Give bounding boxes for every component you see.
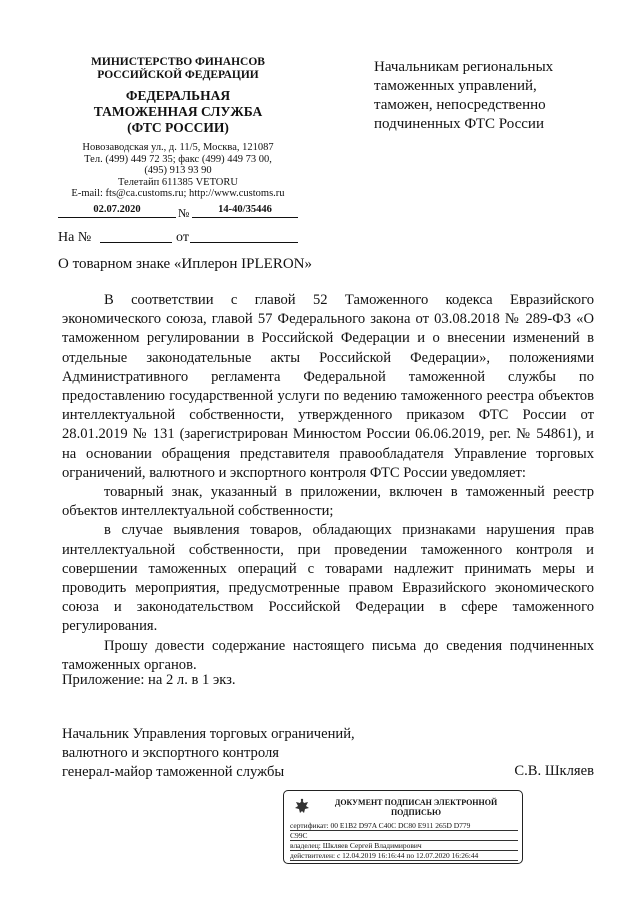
signatory-title-line-1: Начальник Управления торговых ограничений, [62, 726, 355, 742]
signatory-title-line-2: валютного и экспортного контроля [62, 745, 279, 762]
appendix-note: Приложение: на 2 л. в 1 экз. [62, 672, 236, 688]
addressee-line-4: подчиненных ФТС России [374, 116, 544, 132]
letterhead [58, 56, 298, 200]
signatory-title [62, 725, 422, 783]
stamp-title-line-1: ДОКУМЕНТ ПОДПИСАН ЭЛЕКТРОННОЙ [334, 798, 498, 807]
subject-line: О товарном знаке «Иплерон IPLERON» [58, 256, 313, 272]
signatory-name: С.В. Шкляев [514, 763, 594, 779]
signatory-title-line-3: генерал-майор таможенной службы [62, 764, 285, 781]
body-paragraph-3: в случае выявления товаров, обладающих признаками нарушения прав интеллектуальной собственности, при проведении таможенного контроля и совершении таможенных операций с товарами надлежит принимать меры и проводить мероприятия, предусмотренные правом Евразийского экономического союза и законодательством Российской Федерации в сфере таможенного регулирования. [62, 522, 594, 635]
ref-date-blank [190, 228, 298, 243]
addressee-line-2: таможенных управлений, [374, 78, 537, 94]
service-line-3: (ФТС РОССИИ) [127, 120, 229, 135]
address-line-1: Новозаводская ул., д. 11/5, Москва, 121087 [82, 142, 274, 153]
address-line-5: E-mail: fts@ca.customs.ru; http://www.customs.ru [71, 188, 285, 199]
ref-label: На № [58, 230, 92, 245]
from-label: от [176, 230, 189, 245]
body-paragraph-1: В соответствии с главой 52 Таможенного кодекса Евразийского экономического союза, главой 57 Федерального закона от 03.08.2018 № 289-ФЗ «О таможенном регулировании в Российской Федерации и о внесении изменений в отдельные законодательные акты Российской Федерации», положениями Административного регламента Федеральной таможенной службы по предоставлению государственной услуги по ведению таможенного реестра объектов интеллектуальной собственности, утвержденного приказом ФТС России от 28.01.2019 № 131 (зарегистрирован Минюстом России 06.06.2019, рег. № 54861), и на основании обращения представителя правообладателя Управление торговых ограничений, валютного и экспортного контроля ФТС России уведомляет: [62, 292, 594, 481]
stamp-details [290, 821, 518, 861]
stamp-certificate-line-1: сертификат: 00 E1B2 D97A C40C DC80 E911 265D D779 [290, 821, 518, 831]
stamp-validity: действителен: с 12.04.2019 16:16:44 по 12.07.2020 16:26:44 [290, 851, 518, 861]
body-paragraph-4: Прошу довести содержание настоящего письма до сведения подчиненных таможенных органов. [62, 637, 594, 673]
ministry-line-1: МИНИСТЕРСТВО ФИНАНСОВ [91, 56, 265, 68]
stamp-owner: владелец: Шкляев Сергей Владимирович [290, 841, 518, 851]
addressee [374, 58, 614, 134]
address-line-4: Телетайп 611385 VETORU [118, 176, 238, 188]
address-line-3: (495) 913 93 90 [144, 165, 212, 176]
document-date: 02.07.2020 [58, 203, 176, 218]
service-line-2: ТАМОЖЕННАЯ СЛУЖБА [93, 104, 263, 119]
number-label: № [178, 206, 190, 220]
service-line-1: ФЕДЕРАЛЬНАЯ [125, 88, 231, 103]
eagle-emblem-icon [292, 797, 312, 817]
stamp-title-line-2: ПОДПИСЬЮ [390, 807, 442, 817]
addressee-line-3: таможен, непосредственно [374, 97, 546, 113]
document-number: 14-40/35446 [192, 203, 298, 218]
ministry-line-2: РОССИЙСКОЙ ФЕДЕРАЦИИ [97, 69, 259, 81]
body-paragraph-2: товарный знак, указанный в приложении, включен в таможенный реестр объектов интеллектуальной собственности; [62, 484, 594, 520]
addressee-line-1: Начальникам региональных [374, 59, 554, 75]
ref-number-blank [100, 228, 172, 243]
stamp-certificate-line-2: C99C [290, 831, 518, 841]
electronic-signature-stamp [283, 790, 523, 864]
letter-body [62, 291, 594, 675]
stamp-title [316, 798, 516, 817]
address-line-2: Тел. (499) 449 72 35; факс (499) 449 73 00, [84, 153, 272, 165]
